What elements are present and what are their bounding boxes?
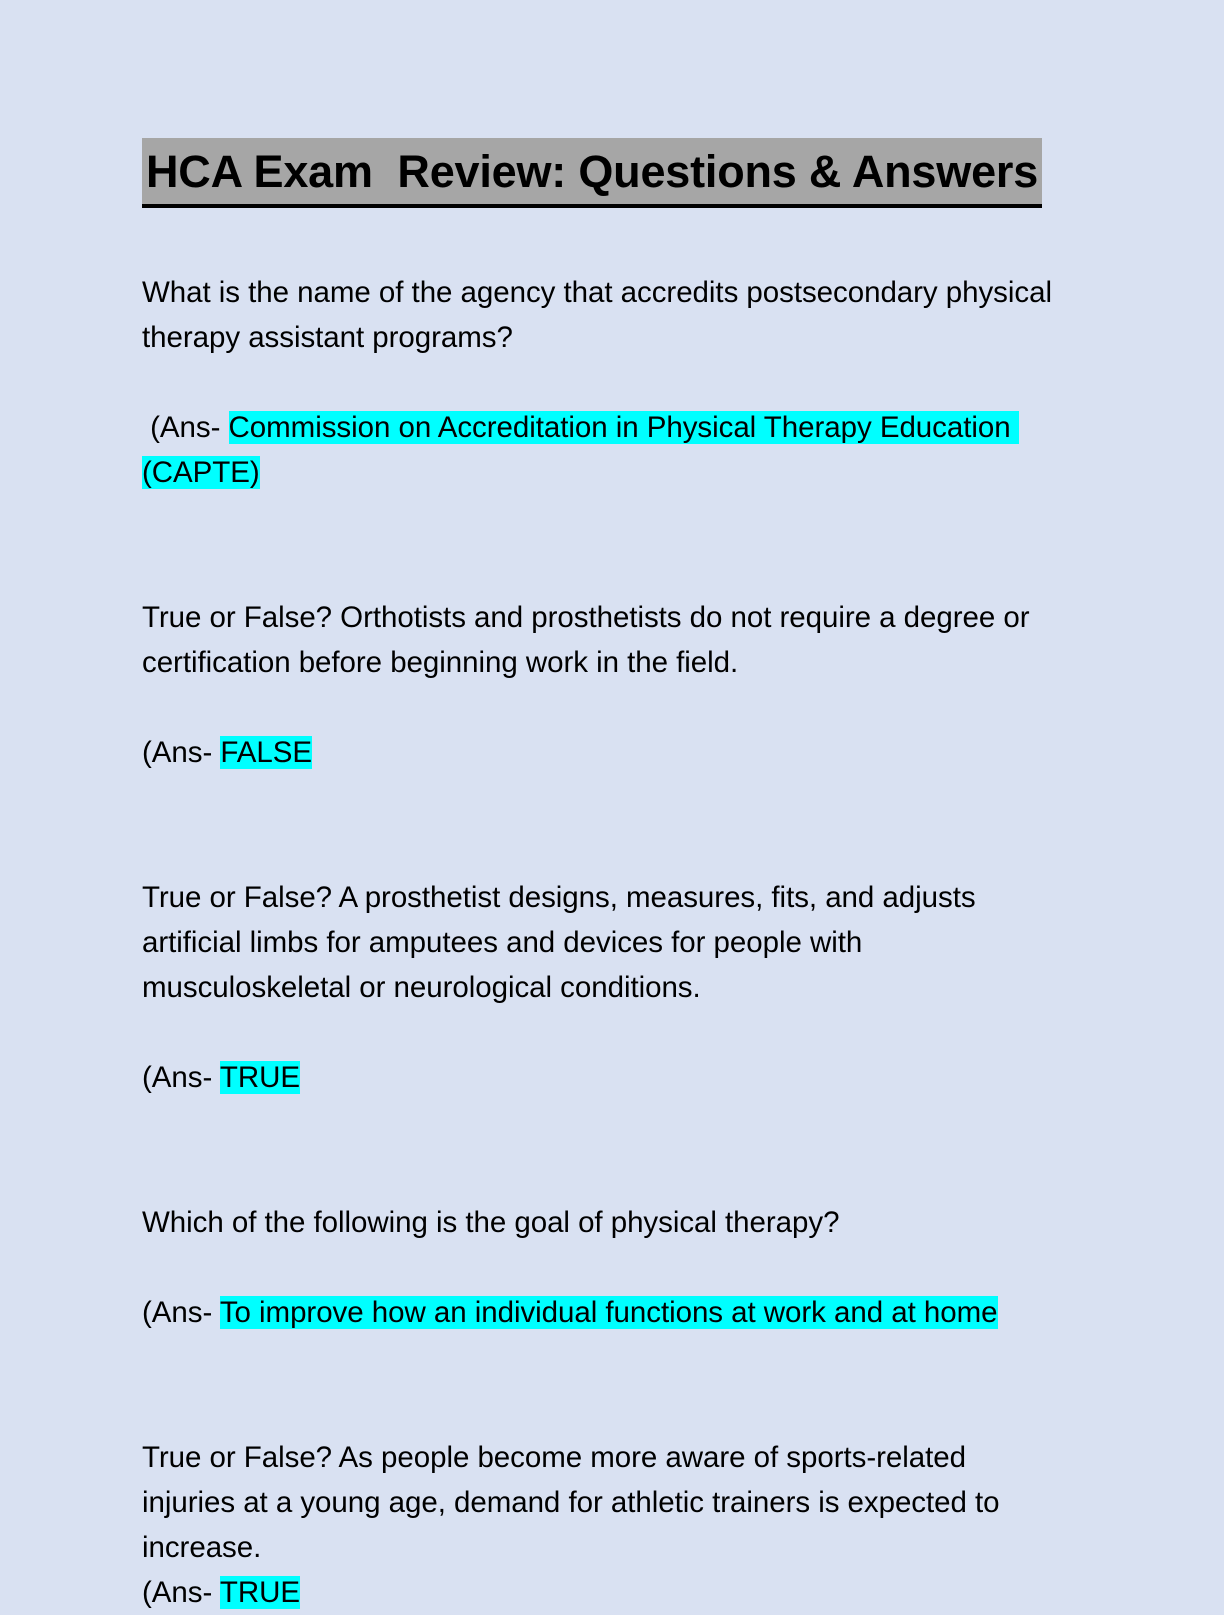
answer-line [142, 1570, 1067, 1615]
answer-highlighted-text: Commission on Accreditation in Physical Therapy Education (CAPTE) [142, 410, 1019, 489]
page-title: HCA Exam Review: Questions & Answers [142, 138, 1042, 208]
qa-block [142, 595, 1082, 775]
answer-highlighted-text: TRUE [219, 1060, 300, 1094]
qa-block [142, 270, 1082, 495]
question-text: What is the name of the agency that accredits postsecondary physical therapy assistant programs? [142, 275, 1061, 354]
answer-highlighted-text: TRUE [219, 1575, 300, 1609]
question-text: Which of the following is the goal of physical therapy? [142, 1205, 840, 1239]
answer-prefix: (Ans- [142, 1060, 220, 1094]
answer-prefix: (Ans- [142, 410, 229, 444]
answer-line [142, 1055, 1067, 1100]
answer-highlighted-text: To improve how an individual functions at work and at home [219, 1295, 998, 1329]
title-body-spacer [142, 208, 1082, 270]
answer-line [142, 405, 1067, 495]
answer-line [142, 730, 1067, 775]
question-text: True or False? A prosthetist designs, measures, fits, and adjusts artificial limbs for amputees and devices for people with musculoskeletal or neurological conditions. [142, 880, 984, 1004]
answer-prefix: (Ans- [142, 1295, 220, 1329]
qa-block [142, 1200, 1082, 1335]
answer-highlighted-text: FALSE [220, 735, 312, 769]
answer-prefix: (Ans- [142, 735, 221, 769]
answer-line [142, 1290, 1067, 1335]
qa-block [142, 875, 1082, 1100]
answer-prefix: (Ans- [142, 1575, 220, 1609]
qa-block [142, 1435, 1082, 1615]
qa-list [142, 270, 1082, 1615]
question-text: True or False? As people become more aware of sports-related injuries at a young age, demand for athletic trainers is expected to increase. [142, 1440, 1008, 1564]
question-text: True or False? Orthotists and prosthetists do not require a degree or certification before beginning work in the field. [142, 600, 1038, 679]
